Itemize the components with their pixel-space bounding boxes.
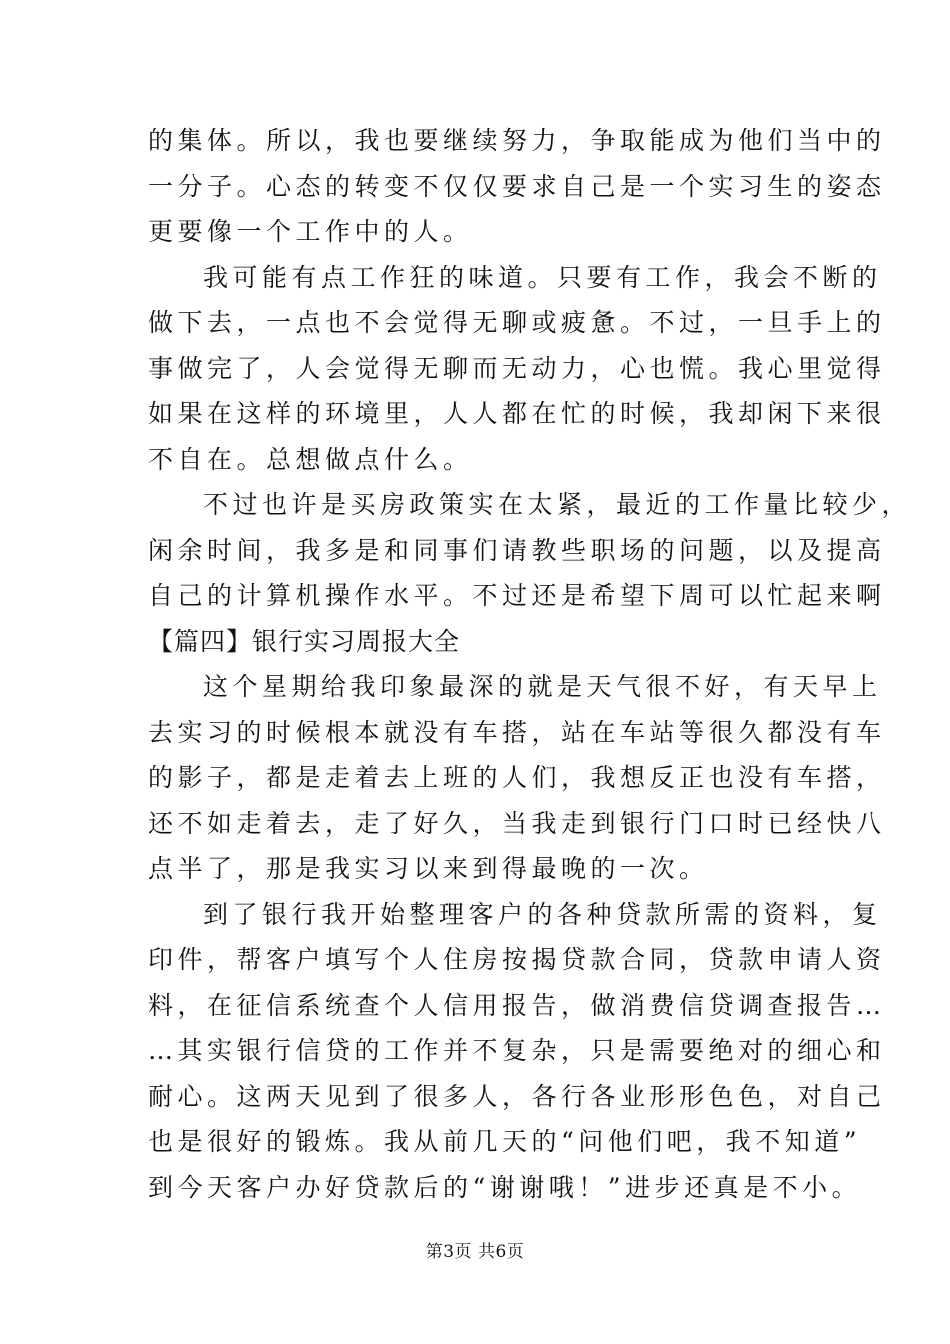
page-number: 第3页 共6页 [425, 1242, 525, 1262]
text-line: 做下去，一点也不会觉得无聊或疲惫。不过，一旦手上的 [148, 308, 886, 337]
text-line: 不自在。总想做点什么。 [148, 444, 473, 474]
body-text [148, 118, 912, 1210]
text-line: 一分子。心态的转变不仅仅要求自己是一个实习生的姿态 [148, 171, 886, 201]
text-line: 的影子，都是走着去上班的人们，我想反正也没有车搭， [148, 763, 886, 792]
text-line: 的集体。所以，我也要继续努力，争取能成为他们当中的 [148, 126, 886, 155]
text-line: 耐心。这两天见到了很多人，各行各业形形色色，对自己 [148, 1081, 886, 1111]
paragraph-first-line: 这个星期给我印象最深的就是天气很不好，有天早上 [203, 672, 882, 701]
text-line: …其实银行信贷的工作并不复杂，只是需要绝对的细心和 [148, 1036, 886, 1065]
text-line: 如果在这样的环境里，人人都在忙的时候，我却闲下来很 [148, 399, 886, 428]
text-line: 事做完了，人会觉得无聊而无动力，心也慌。我心里觉得 [148, 353, 886, 383]
text-line: 自己的计算机操作水平。不过还是希望下周可以忙起来啊 [148, 581, 886, 610]
paragraph-first-line: 到了银行我开始整理客户的各种贷款所需的资料，复 [203, 899, 882, 929]
text-line: 点半了，那是我实习以来到得最晚的一次。 [148, 854, 709, 883]
text-line: 印件，帮客户填写个人住房按揭贷款合同，贷款申请人资 [148, 945, 886, 974]
paragraph-first-line: 不过也许是买房政策实在太紧，最近的工作量比较少， [203, 490, 912, 519]
text-line: 更要像一个工作中的人。 [148, 217, 473, 246]
text-line: 到今天客户办好贷款后的“谢谢哦！”进步还真是不小。 [148, 1172, 862, 1202]
paragraph-first-line: 我可能有点工作狂的味道。只要有工作，我会不断的 [203, 262, 882, 292]
section-heading: 【篇四】银行实习周报大全 [148, 626, 461, 656]
text-line: 闲余时间，我多是和同事们请教些职场的问题，以及提高 [148, 535, 886, 565]
text-line: 还不如走着去，走了好久，当我走到银行门口时已经快八 [148, 808, 886, 838]
text-line: 料，在征信系统查个人信用报告，做消费信贷调查报告… [148, 990, 886, 1020]
text-line: 也是很好的锻炼。我从前几天的“问他们吧，我不知道” [148, 1127, 862, 1156]
text-line: 去实习的时候根本就没有车搭，站在车站等很久都没有车 [148, 717, 886, 747]
